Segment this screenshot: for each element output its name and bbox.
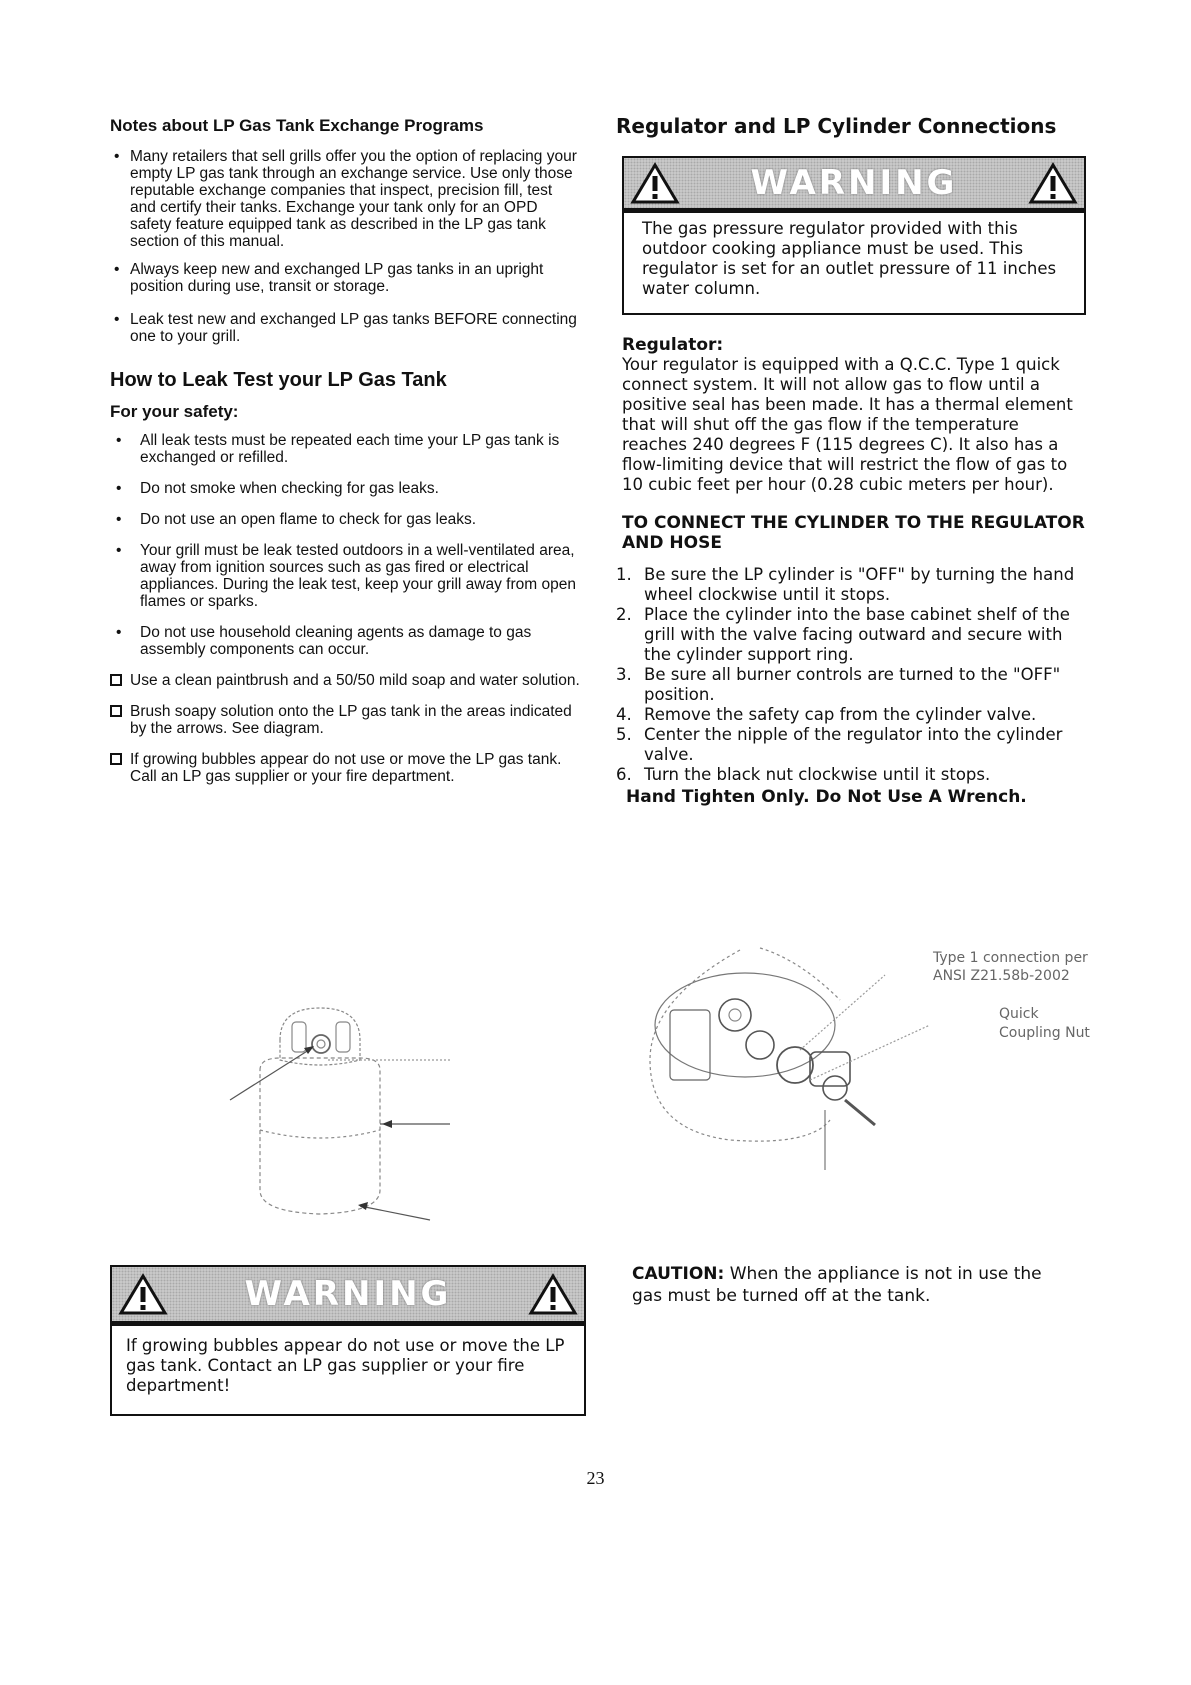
checkbox-icon	[110, 674, 122, 686]
caution-note	[632, 1263, 1052, 1307]
list-item: • Do not use household cleaning agents as damage to gas assembly components can occur.	[110, 624, 580, 658]
regulator-body: Your regulator is equipped with a Q.C.C. Type 1 quick connect system. It will not allow gas to flow until a positive seal has been made. It has a thermal element that will shut off the gas flow if the temperature reaches 240 degrees F (115 degrees C). It also has a flow-limiting device that will restrict the flow of gas to 10 cubic feet per hour (0.28 cubic meters per hour).	[622, 355, 1073, 494]
leak-test-checklist	[110, 672, 580, 785]
checkbox-icon	[110, 753, 122, 765]
safety-subheading: For your safety:	[110, 402, 239, 421]
step-item	[616, 605, 1086, 665]
figure-label: ANSI Z21.58b-2002	[933, 968, 1070, 984]
list-item: • Do not smoke when checking for gas leaks.	[110, 480, 580, 497]
safety-list	[110, 432, 580, 658]
right-column	[616, 116, 1086, 807]
step-number: 5.	[616, 725, 632, 744]
regulator-connection-diagram	[630, 940, 1100, 1180]
hand-tighten-note: Hand Tighten Only. Do Not Use A Wrench.	[626, 787, 1027, 807]
regulator-warning	[622, 156, 1086, 315]
page-number: 23	[586, 1468, 605, 1488]
list-item: • All leak tests must be repeated each time your LP gas tank is exchanged or refilled.	[110, 432, 580, 466]
step-item	[616, 705, 1086, 725]
step-item	[616, 725, 1086, 765]
regulator-subheading: Regulator:	[622, 335, 724, 355]
checklist-item	[110, 751, 580, 785]
list-item: • Always keep new and exchanged LP gas tanks in an upright position during use, transit or storage.	[110, 261, 580, 295]
bubbles-warning	[110, 1265, 586, 1416]
checklist-item	[110, 672, 580, 689]
checkbox-icon	[110, 705, 122, 717]
leak-test-heading: How to Leak Test your LP Gas Tank	[110, 369, 447, 391]
step-number: 2.	[616, 605, 632, 624]
connect-steps	[616, 565, 1086, 785]
warning-banner	[112, 1267, 584, 1326]
caution-text: When the appliance is not in use the gas must be turned off at the tank.	[632, 1264, 1042, 1306]
warning-triangle-icon	[528, 1272, 578, 1316]
step-number: 6.	[616, 765, 632, 784]
step-text: Be sure all burner controls are turned to the "OFF" position.	[644, 665, 1061, 704]
checklist-text: If growing bubbles appear do not use or move the LP gas tank. Call an LP gas supplier or your fire department.	[130, 751, 562, 785]
checklist-text: Use a clean paintbrush and a 50/50 mild soap and water solution.	[130, 672, 580, 689]
step-text: Center the nipple of the regulator into the cylinder valve.	[644, 725, 1063, 764]
regulator-heading: Regulator and LP Cylinder Connections	[616, 114, 1057, 138]
warning-banner	[624, 158, 1084, 213]
list-item: • Do not use an open flame to check for gas leaks.	[110, 511, 580, 528]
list-item: • Many retailers that sell grills offer you the option of replacing your empty LP gas tank through an exchange service. Use only those reputable exchange companies that inspect, precision fill, test and certify their tanks. Exchange your tank only for an OPD safety feature equipped tank as described in the LP gas tank section of this manual.	[110, 148, 580, 250]
step-number: 3.	[616, 665, 632, 684]
caution-label: CAUTION:	[632, 1264, 725, 1284]
warning-text: If growing bubbles appear do not use or move the LP gas tank. Contact an LP gas supplier or your fire department!	[126, 1336, 565, 1395]
warning-label: WARNING	[244, 1274, 452, 1314]
figure-label: Coupling Nut	[999, 1025, 1090, 1041]
figure-label: Type 1 connection per	[933, 950, 1088, 966]
warning-triangle-icon	[118, 1272, 168, 1316]
notes-heading: Notes about LP Gas Tank Exchange Programs	[110, 116, 484, 135]
step-item	[616, 765, 1086, 785]
step-number: 4.	[616, 705, 632, 724]
step-item	[616, 565, 1086, 605]
step-text: Be sure the LP cylinder is "OFF" by turning the hand wheel clockwise until it stops.	[644, 565, 1075, 604]
warning-label: WARNING	[750, 163, 958, 203]
warning-text: The gas pressure regulator provided with this outdoor cooking appliance must be used. This regulator is set for an outlet pressure of 11 inches water column.	[642, 219, 1057, 298]
step-item	[616, 665, 1086, 705]
list-item: • Your grill must be leak tested outdoors in a well-ventilated area, away from ignition sources such as gas fired or electrical appliances. During the leak test, keep your grill away from open flames or sparks.	[110, 542, 580, 610]
lp-tank-diagram	[220, 1000, 460, 1225]
step-number: 1.	[616, 565, 632, 584]
figure-label: Quick	[999, 1006, 1039, 1022]
step-text: Turn the black nut clockwise until it stops.	[644, 765, 991, 784]
notes-list	[110, 148, 580, 345]
warning-triangle-icon	[630, 161, 680, 205]
list-item: • Leak test new and exchanged LP gas tanks BEFORE connecting one to your grill.	[110, 311, 580, 345]
step-text: Remove the safety cap from the cylinder valve.	[644, 705, 1037, 724]
step-text: Place the cylinder into the base cabinet shelf of the grill with the valve facing outward and secure with the cylinder support ring.	[644, 605, 1070, 664]
checklist-item	[110, 703, 580, 737]
warning-triangle-icon	[1028, 161, 1078, 205]
checklist-text: Brush soapy solution onto the LP gas tank in the areas indicated by the arrows. See diagram.	[130, 703, 572, 737]
left-column	[110, 116, 580, 799]
connect-heading: TO CONNECT THE CYLINDER TO THE REGULATOR AND HOSE	[622, 513, 1085, 553]
